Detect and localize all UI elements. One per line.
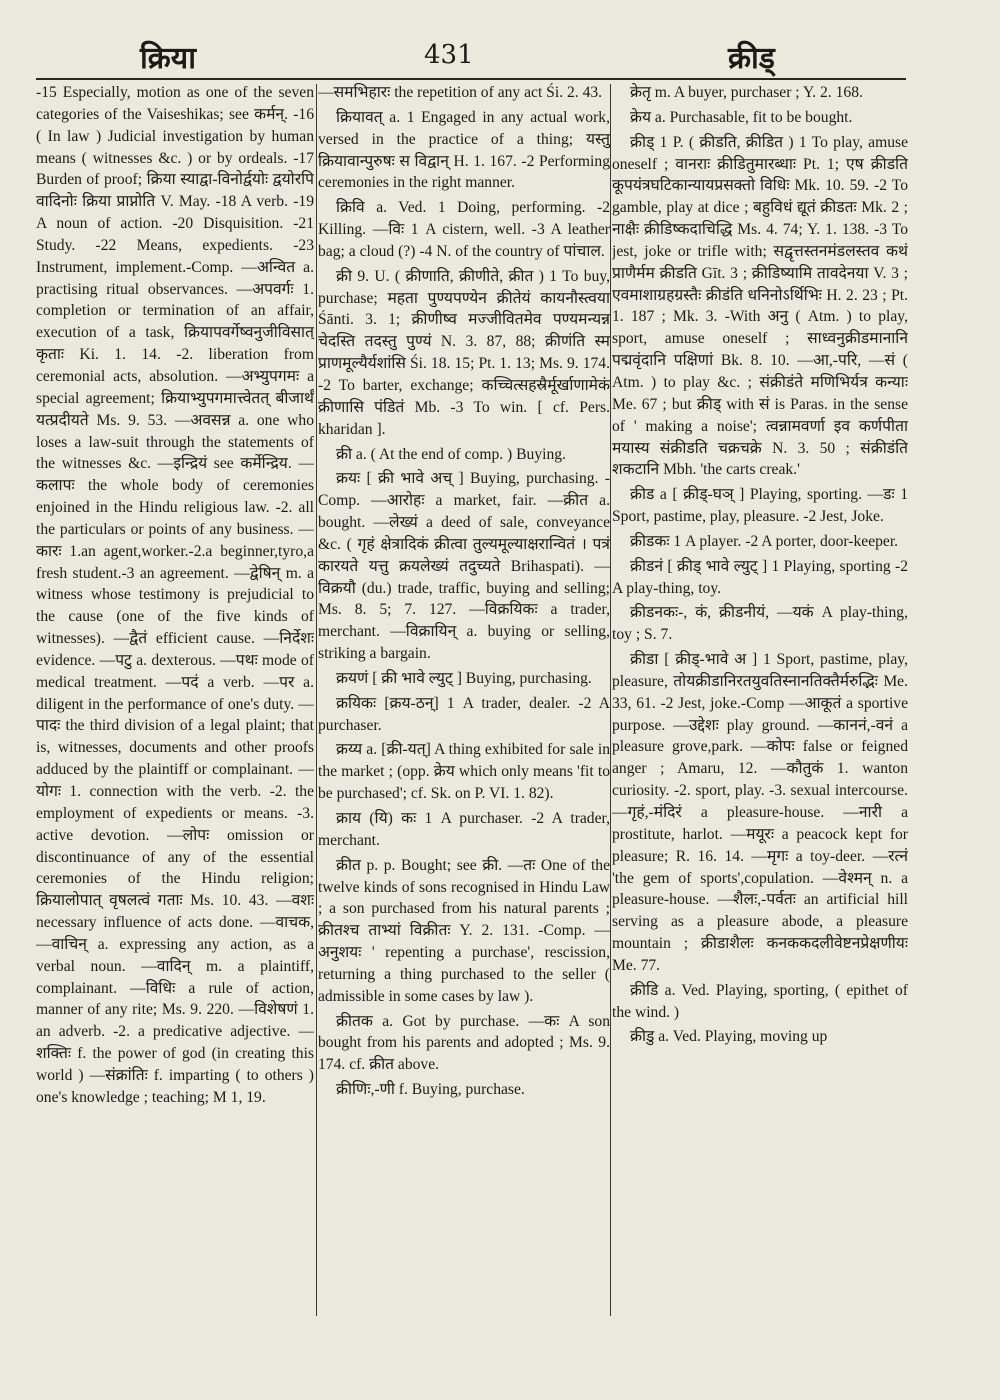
entry-kri-adj: क्री a. ( At the end of comp. ) Buying.	[336, 445, 566, 463]
column-divider-2	[610, 84, 611, 1316]
head-word-right: क्रीड्	[728, 41, 775, 76]
column-divider-1	[316, 84, 317, 1316]
entry-krida: क्रीडा [ क्रीड्-भावे अ ] 1 Sport, pastime, play, pleasure, तोयक्रीडानिरतयुवतिस्नानतिक्तैर्मरुद्भिः Me. 33, 61. -2 Jest, joke.-Comp —आकूतं a sportive purpose. —उद्देशः play ground. —काननं,-वनं a pleasure grove,park. —कोपः false or feigned anger ; Amaru, 12. —कौतुकं 1. wanton curiosity. -2. sport, play. -3. sexual intercourse. —गृहं,-मंदिरं a pleasure-house. —नारी a prostitute, harlot. —मयूरः a peacock kept for pleasure; R. 16. 14. —मृगः a toy-deer. —रत्नं 'the gem of sports',copulation. —वेश्मन् n. a pleasure-house. —शैलः,-पर्वतः an artificial hill serving as a pleasure abode, a pleasure mountain ; क्रीडाशैलः कनककदलीवेष्टनप्रेक्षणीयः Me. 77.	[612, 651, 908, 974]
column-2	[318, 82, 610, 1318]
entry-krinih: क्रीणिः,-णी f. Buying, purchase.	[336, 1081, 525, 1099]
column-3	[612, 82, 908, 1318]
entry-paragraph: -15 Especially, motion as one of the seven categories of the Vaiseshikas; see कर्मन्. -16 ( In law ) Judicial investigation by human means ( witnesses &c. ) or by ordeals. -17 Burden of proof; क्रिया स्याद्वा-विनोर्द्वयोः द्वयोरपि वादिनोः क्रिया प्राप्नोति V. May. -18 A verb. -19 A noun of action. -20 Disquisition. -21 Study. -22 Means, expedients. -23 Instrument, implement.-Comp. —अन्वित a. practising ritual observances. —अपवर्गः 1. completion or termination of an affair, execution of a task, क्रियापवर्गेष्वनुजीविसात् कृताः Ki. 1. 14. -2. liberation from ceremonial acts, absolution. —अभ्युपगमः a special agreement; क्रियाभ्युपगमात्त्वेतत् बीजार्थं यत्प्रदीयते Ms. 9. 53. —अवसन्न a. one who loses a law-suit through the statements of the witnesses &c. —इन्द्रियं see कर्मेन्द्रिय. —कलापः the whole body of ceremonies enjoined in the Hindu religious law. -2. all the particulars or points of any business. —कारः 1.an agent,worker.-2.a beginner,tyro,a fresh student.-3 an agreement. —द्वेषिन् m. a witness whose testimony is prejudicial to the cause (one of the five kinds of witnesses). —द्वैतं efficient cause. —निर्देशः evidence. —पटु a. dexterous. —पथः mode of medical treatment. —पदं a verb. —पर a. diligent in the performance of one's duty. —पादः the third division of a legal plaint; that is, witnesses, documents and other proofs adduced by the plaintiff or complainant. —योगः 1. connection with the verb. -2. the employment of expedients or means. -3. active devotion. —लोपः omission or discontinuance of any of the essential ceremonies of the Hindu religion; क्रियालोपात् वृषलत्वं गताः Ms. 10. 43. —वशः necessary influence of acts done. —वाचक, —वाचिन् a. expressing any action, as a verbal noun. —वादिन् m. a plaintiff, complainant. —विधिः a rule of action, manner of any rite; Ms. 9. 220. —विशेषणं 1. an adverb. -2. a predicative adjective. —शक्तिः f. the power of god (in creating this world ) —संक्रांतिः f. imparting ( to others ) one's knowledge ; teaching; M 1, 19.	[36, 84, 314, 1106]
entry-krayakah: क्राय (यि) कः 1 A purchaser. -2 A trader, merchant.	[318, 810, 610, 849]
head-word-left: क्रिया	[140, 41, 196, 76]
entry-krid-verb: क्रीड् 1 P. ( क्रीडति, क्रीडित ) 1 To play, amuse oneself ; वानराः क्रीडितुमारब्धाः Pt. 1; एष क्रीडति कूपयंत्रघटिकान्यायप्रसक्तो विधिः Mk. 10. 59. -2 To gamble, play at dice ; बहुविधं द्यूतं क्रीडतः Mk. 2 ; नाक्षैः क्रीडिष्कदाचिद्धि Ms. 4. 74; Y. 1. 138. -3 To jest, joke or trifle with; सद्वृत्तस्तनमंडलस्तव कथं प्राणैर्मम क्रीडति Gīt. 3 ; क्रीडिष्यामि तावदेनया V. 3 ; एवमाशाग्रहग्रस्तैः क्रीडंति धनिनोऽर्थिभिः H. 2. 23 ; Pt. 1. 187 ; Mk. 3. -With अनु ( Atm. ) to play, sport, amuse oneself ; साध्वनुक्रीडमानानि पद्मवृंदानि पक्षिणां Bk. 8. 10. —आ,-परि, —सं ( Atm. ) to play &c. ; संक्रीडंते मणिभिर्यत्र कन्याः Me. 67 ; but क्रीड् with सं is Paras. in the sense of ' making a noise'; त्वन्नामवर्णा इव कर्णपीता मयास्य संक्रीडति चक्रचक्रे N. 3. 50 ; संक्रीडंति शकटानि Mbh. 'the carts creak.'	[612, 133, 908, 479]
entry-kritaka: क्रीतक a. Got by purchase. —कः A son bought from his parents and adopted ; Ms. 9. 174. cf. क्रीत above.	[318, 1012, 610, 1074]
column-1	[36, 82, 314, 1318]
entry-krayikah: क्रयिकः [क्रय-ठन्] 1 A trader, dealer. -2 A purchaser.	[318, 694, 610, 734]
running-head	[0, 34, 1000, 74]
entry-kridanakah: क्रीडनकः-, कं, क्रीडनीयं, —यकं A play-thing, toy ; S. 7.	[612, 604, 908, 644]
page-number: 431	[424, 40, 474, 70]
entry-kreya: क्रेय a. Purchasable, fit to be bought.	[630, 108, 853, 126]
entry-kridakah: क्रीडकः 1 A player. -2 A porter, door-keeper.	[630, 532, 899, 550]
entry-kretri: क्रेतृ m. A buyer, purchaser ; Y. 2. 168.	[630, 84, 863, 101]
entry-kri-verb: क्री 9. U. ( क्रीणाति, क्रीणीते, क्रीत ) 1 To buy, purchase; महता पुण्यपण्येन क्रीतेयं कायनौस्त्वया Śānti. 3. 1; क्रीणीष्व मज्जीवितमेव पण्यमन्यन्न चेदस्ति तदस्तु पुण्यं N. 3. 87, 88; क्रीणंति स्म प्राणमूल्यैर्यशांसि Śi. 18. 15; Pt. 1. 13; Ms. 9. 174. -2 To barter, exchange; कच्चित्सहस्रैर्मूर्खाणामेकं क्रीणासि पंडितं Mb. -3 To win. [ cf. Pers. kharidan ].	[318, 267, 610, 438]
entry-kridi: क्रीडि a. Ved. Playing, sporting, ( epithet of the wind. )	[612, 981, 908, 1021]
entry-krivi: क्रिवि a. Ved. 1 Doing, performing. -2 Killing. —विः 1 A cistern, well. -3 A leather bag; a cloud (?) -4 N. of the country of पांचाल.	[318, 199, 610, 260]
header-rule	[36, 78, 906, 80]
entry-krita: क्रीत p. p. Bought; see क्री. —तः One of the twelve kinds of sons recognised in Hindu Law ; a son purchased from his natural parents ; क्रीतश्च ताभ्यां विक्रीतः Y. 2. 131. -Comp. —अनुशयः ' repenting a purchase', rescission, returning a thing purchased to the seller ( admissible in some cases by law ).	[318, 856, 610, 1005]
entry-krayah: क्रयः [ क्री भावे अच् ] Buying, purchasing. -Comp. —आरोहः a market, fair. —क्रीत a. bought. —लेख्यं a deed of sale, conveyance &c. ( गृहं क्षेत्रादिकं क्रीत्वा तुल्यमूल्याक्षरान्वितं । पत्रं कारयते यत्तु क्रयलेख्यं तदुच्यते Brihaspati). —विक्रयौ (du.) trade, traffic, buying and selling; Ms. 8. 5; 7. 127. —विक्रयिकः a trader, merchant. —विक्रायिन् a. buying or selling, striking a bargain.	[318, 470, 610, 663]
entry-kridanam: क्रीडनं [ क्रीड् भावे ल्युट् ] 1 Playing, sporting -2 A play-thing, toy.	[612, 557, 908, 597]
entry-kridu: क्रीडु a. Ved. Playing, moving up	[630, 1028, 828, 1046]
entry-krayanam: क्रयणं [ क्री भावे ल्युट् ] Buying, purchasing.	[336, 669, 592, 687]
entry-kriyavat: क्रियावत् a. 1 Engaged in any actual work, versed in the practice of a thing; यस्तु क्रियावान्पुरुषः स विद्वान् H. 1. 167. -2 Performing ceremonies in the right manner.	[318, 108, 610, 192]
entry-paragraph: —समभिहारः the repetition of any act Śi. 2. 43.	[318, 84, 603, 101]
entry-krida-adj: क्रीड a [ क्रीड्-घञ् ] Playing, sporting. —डः 1 Sport, pastime, play, pleasure. -2 Jest, Joke.	[612, 486, 908, 526]
entry-krayya: क्रय्य a. [क्री-यत्] A thing exhibited for sale in the market ; (opp. क्रेय which only means 'fit to be purchased'; cf. Sk. on P. VI. 1. 82).	[318, 741, 610, 803]
